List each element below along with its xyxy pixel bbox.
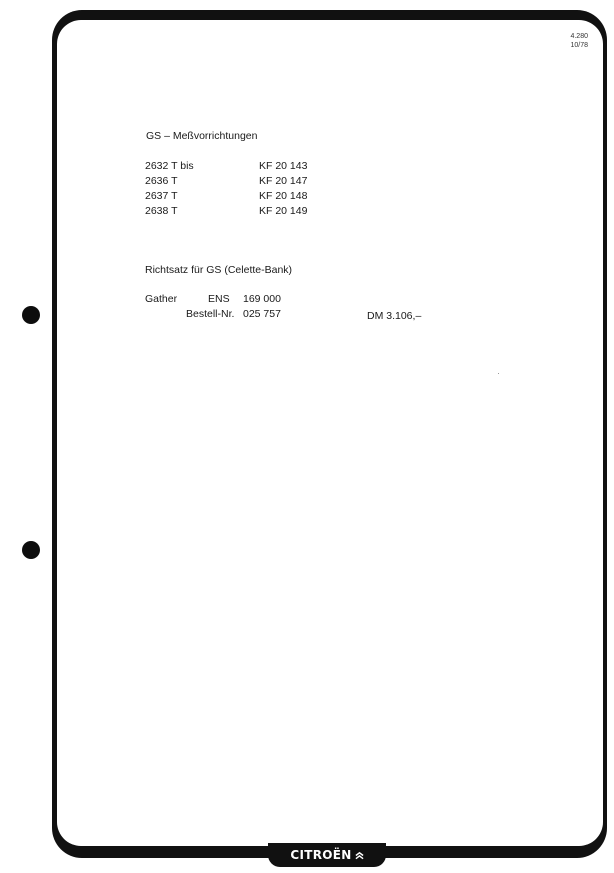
part-code-3: KF 20 148: [259, 190, 308, 202]
kit-price: DM 3.106,–: [367, 310, 422, 322]
part-model-3: 2637 T: [145, 190, 178, 202]
punch-hole-top: [22, 306, 40, 324]
order-label: Bestell-Nr.: [186, 308, 235, 320]
reference-date: 10/78: [570, 42, 588, 49]
order-number: 025 757: [243, 308, 281, 320]
document-heading: GS – Meßvorrichtungen: [146, 130, 258, 142]
double-chevron-icon: [355, 851, 364, 860]
punch-hole-bottom: [22, 541, 40, 559]
kit-number: 169 000: [243, 293, 281, 305]
part-code-1: KF 20 143: [259, 160, 308, 172]
kit-maker: Gather: [145, 293, 178, 305]
part-model-1: 2632 T bis: [145, 160, 194, 172]
part-code-4: KF 20 149: [259, 205, 308, 217]
part-code-2: KF 20 147: [259, 175, 308, 187]
brand-logo: [268, 847, 386, 863]
brand-name: CITROËN: [290, 848, 352, 862]
kit-title: Richtsatz für GS (Celette-Bank): [145, 264, 293, 276]
reference-block: [548, 32, 588, 50]
part-model-4: 2638 T: [145, 205, 178, 217]
paper-speck: [498, 373, 499, 374]
reference-number: 4.280: [570, 33, 588, 40]
page-sheet: [57, 20, 603, 846]
kit-prefix: ENS: [208, 293, 230, 305]
part-model-2: 2636 T: [145, 175, 178, 187]
